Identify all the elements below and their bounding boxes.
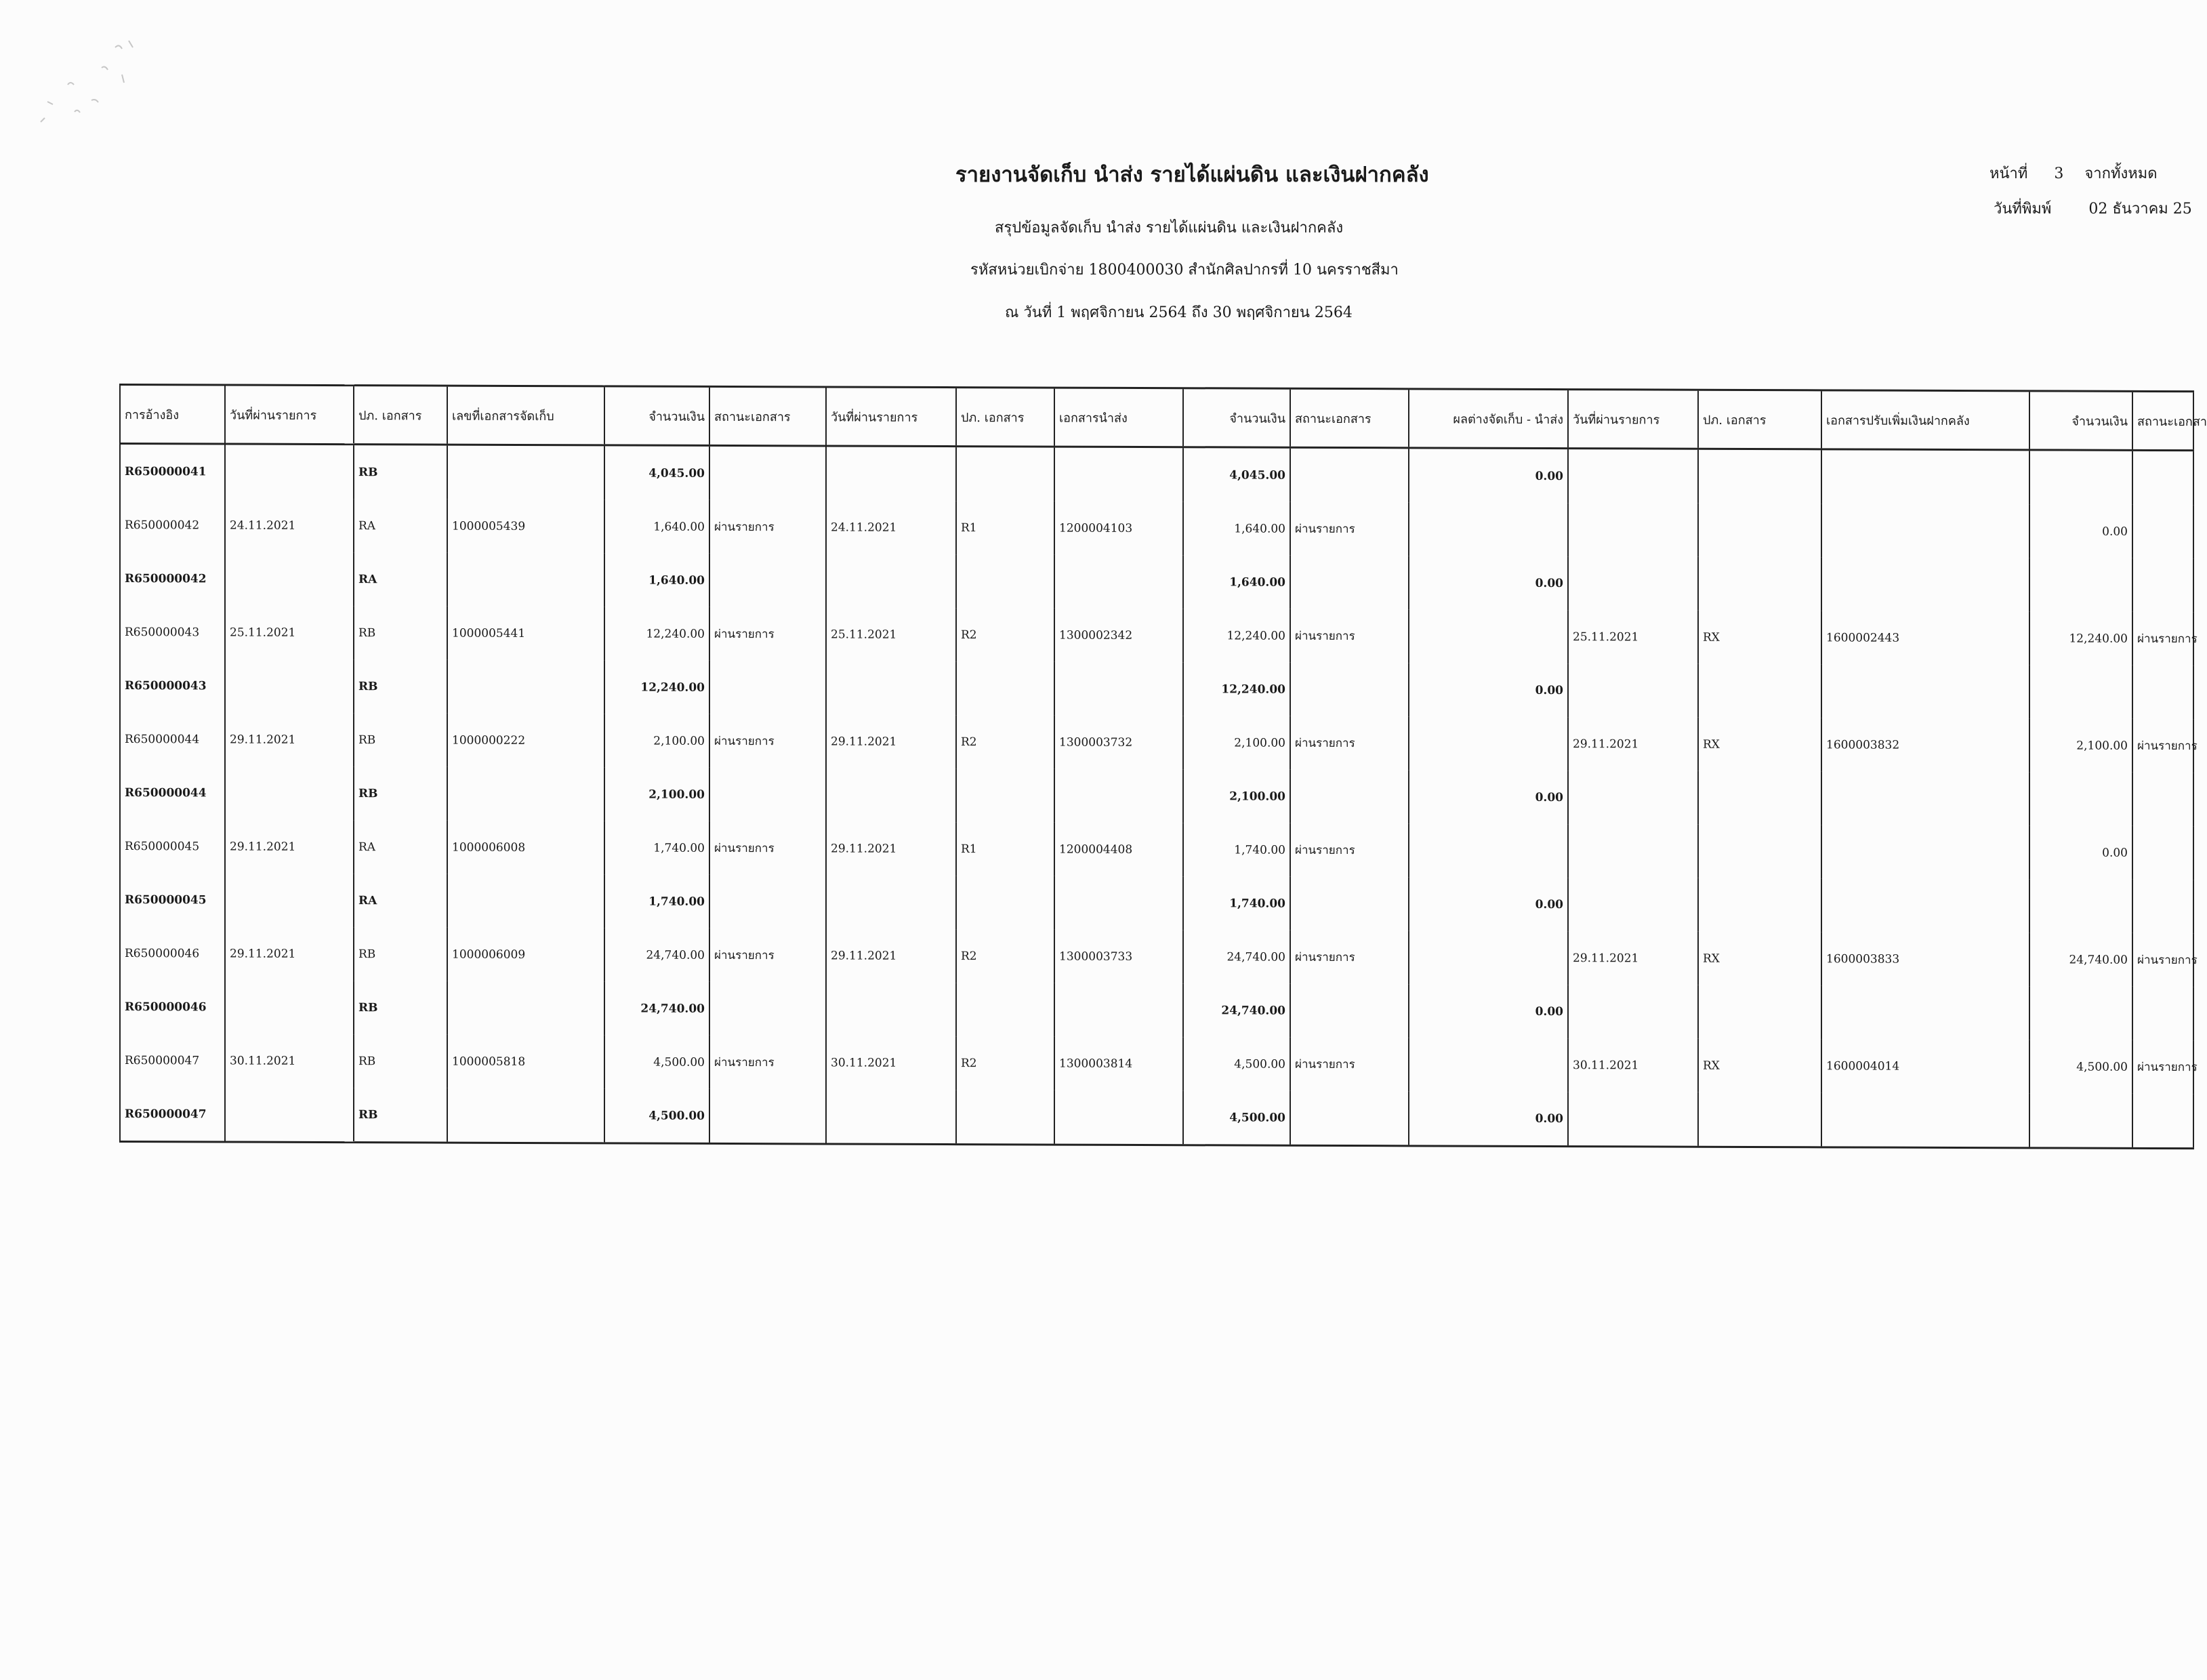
col-deposit-status-cell: ผ่านรายการ: [2132, 933, 2193, 987]
col-remit-doc-type-cell: [956, 661, 1054, 715]
col-remit-amount-cell: 4,500.00: [1183, 1037, 1290, 1091]
col-deposit-amount-cell: 2,100.00: [2029, 718, 2132, 773]
col-reference-cell: R650000043: [120, 659, 225, 713]
col-remit-doc-type-cell: R1: [956, 501, 1054, 554]
col-remit-doc-cell: [1054, 447, 1183, 501]
col-doc-type-cell: RB: [354, 927, 447, 981]
col-remit-doc-type-cell: R2: [956, 929, 1054, 983]
col-remit-doc-type-header: ปภ. เอกสาร: [956, 388, 1054, 447]
col-doc-type-cell: RA: [354, 874, 447, 927]
col-doc-status-header: สถานะเอกสาร: [709, 386, 826, 446]
col-reference-cell: R650000045: [120, 819, 225, 874]
col-collection-doc-no-cell: [447, 981, 604, 1036]
col-reference-cell: R650000047: [120, 1033, 225, 1088]
col-doc-status-cell: ผ่านรายการ: [709, 928, 826, 983]
table-body: [120, 444, 2198, 1149]
col-deposit-doc-cell: [1821, 1092, 2029, 1148]
table-row: [120, 498, 2193, 558]
scan-artifact-marks: [27, 20, 149, 122]
print-date: 02 ธันวาคม 25: [2088, 201, 2192, 218]
col-collection-doc-no-cell: [447, 1088, 604, 1143]
col-amount-cell: 4,045.00: [604, 445, 709, 500]
report-title: รายงานจัดเก็บ นำส่ง รายได้แผ่นดิน และเงินฝากคลัง: [955, 163, 1429, 187]
col-reference-cell: R650000041: [120, 444, 225, 499]
col-deposit-doc-cell: 1600003832: [1821, 718, 2029, 772]
col-posting-date-cell: [225, 1088, 354, 1143]
col-reference-cell: R650000042: [120, 498, 225, 552]
col-difference-cell: 0.00: [1409, 877, 1568, 931]
col-doc-status-cell: [709, 445, 826, 500]
col-remit-amount-cell: 24,740.00: [1183, 930, 1290, 984]
col-posting-date-cell: 29.11.2021: [225, 927, 354, 981]
col-difference-cell: [1409, 930, 1568, 985]
col-deposit-doc-type-cell: [1698, 664, 1821, 718]
col-doc-type-cell: RB: [354, 981, 447, 1034]
col-remit-posting-date-cell: 25.11.2021: [826, 607, 956, 661]
col-collection-doc-no-cell: [447, 660, 604, 714]
col-deposit-doc-cell: [1821, 771, 2029, 825]
col-doc-status-cell: ผ่านรายการ: [709, 607, 826, 661]
col-amount-cell: 1,740.00: [604, 821, 709, 875]
col-remit-status-cell: ผ่านรายการ: [1290, 930, 1409, 985]
col-remit-status-cell: [1290, 1091, 1409, 1146]
col-remit-doc-type-cell: [956, 1090, 1054, 1145]
col-remit-status-cell: [1290, 877, 1409, 931]
col-remit-amount-cell: 2,100.00: [1183, 716, 1290, 770]
table-row: [120, 1033, 2193, 1094]
col-doc-type-cell: RB: [354, 1088, 447, 1143]
col-deposit-amount-cell: [2029, 450, 2132, 505]
col-deposit-posting-date-cell: [1568, 556, 1698, 611]
col-remit-posting-date-cell: 29.11.2021: [826, 821, 956, 876]
col-remit-amount-cell: 2,100.00: [1183, 769, 1290, 823]
col-posting-date-cell: 24.11.2021: [225, 499, 354, 553]
col-remit-amount-cell: 1,740.00: [1183, 876, 1290, 930]
col-reference-cell: R650000042: [120, 552, 225, 606]
col-doc-type-cell: RB: [354, 713, 447, 766]
col-deposit-posting-date-cell: [1568, 449, 1698, 504]
col-collection-doc-no-cell: 1000005441: [447, 607, 604, 661]
col-deposit-amount-cell: [2029, 558, 2132, 612]
col-doc-status-cell: [709, 1089, 826, 1144]
col-deposit-doc-cell: [1821, 825, 2029, 879]
col-remit-status-cell: ผ่านรายการ: [1290, 502, 1409, 556]
col-remit-posting-date-cell: [826, 554, 956, 608]
col-difference-cell: [1409, 823, 1568, 878]
col-reference-cell: R650000047: [120, 1087, 225, 1142]
col-reference-cell: R650000043: [120, 605, 225, 659]
col-reference-cell: R650000044: [120, 766, 225, 820]
col-remit-doc-type-cell: [956, 983, 1054, 1036]
col-posting-date-cell: [225, 766, 354, 821]
col-doc-type-cell: RB: [354, 445, 447, 499]
col-difference-cell: [1409, 502, 1568, 556]
col-doc-type-cell: RB: [354, 606, 447, 659]
col-posting-date-cell: 29.11.2021: [225, 820, 354, 874]
col-remit-amount-cell: 4,500.00: [1183, 1090, 1290, 1145]
col-remit-posting-date-header: วันที่ผ่านรายการ: [826, 387, 956, 447]
col-remit-posting-date-cell: 24.11.2021: [826, 500, 956, 554]
table-row: [120, 819, 2193, 880]
col-remit-status-cell: ผ่านรายการ: [1290, 609, 1409, 663]
col-doc-type-cell: RB: [354, 659, 447, 713]
print-date-label: วันที่พิมพ์: [1994, 201, 2052, 218]
col-remit-status-cell: ผ่านรายการ: [1290, 716, 1409, 771]
col-deposit-posting-date-cell: 30.11.2021: [1568, 1038, 1698, 1092]
col-remit-status-cell: [1290, 556, 1409, 610]
col-remit-doc-type-cell: [956, 447, 1054, 501]
col-remit-amount-header: จำนวนเงิน: [1183, 388, 1290, 448]
col-remit-amount-cell: 24,740.00: [1183, 983, 1290, 1038]
col-amount-cell: 1,640.00: [604, 499, 709, 554]
col-doc-type-cell: RB: [354, 766, 447, 820]
table-header-row: [120, 385, 2193, 451]
col-remit-doc-type-cell: [956, 554, 1054, 608]
col-remit-status-cell: [1290, 984, 1409, 1038]
col-amount-header: จำนวนเงิน: [604, 386, 709, 446]
col-deposit-doc-cell: [1821, 557, 2029, 611]
col-remit-doc-cell: [1054, 876, 1183, 930]
col-deposit-doc-cell: [1821, 664, 2029, 718]
col-remit-doc-cell: [1054, 555, 1183, 609]
col-deposit-amount-cell: 12,240.00: [2029, 611, 2132, 665]
col-remit-doc-cell: 1300003732: [1054, 716, 1183, 770]
col-deposit-amount-cell: [2029, 986, 2132, 1040]
col-remit-posting-date-cell: 29.11.2021: [826, 714, 956, 769]
col-deposit-amount-cell: [2029, 1093, 2132, 1148]
col-remit-doc-cell: [1054, 662, 1183, 716]
table-row: [120, 766, 2193, 826]
col-deposit-doc-type-cell: RX: [1698, 718, 1821, 772]
col-remit-posting-date-cell: [826, 768, 956, 822]
col-remit-status-cell: [1290, 663, 1409, 717]
col-remit-doc-cell: [1054, 983, 1183, 1038]
print-date-block: [1994, 197, 2192, 220]
table-row: [120, 605, 2193, 665]
col-remit-posting-date-cell: [826, 875, 956, 929]
col-doc-status-cell: [709, 661, 826, 715]
report-subtitle: สรุปข้อมูลจัดเก็บ นำส่ง รายได้แผ่นดิน และเงินฝากคลัง: [995, 220, 1344, 237]
col-deposit-status-cell: ผ่านรายการ: [2132, 612, 2193, 665]
col-deposit-posting-date-cell: [1568, 503, 1698, 557]
col-remit-amount-cell: 1,640.00: [1183, 501, 1290, 556]
col-remit-doc-cell: 1300002342: [1054, 609, 1183, 663]
col-remit-posting-date-cell: 29.11.2021: [826, 928, 956, 983]
col-deposit-posting-date-cell: 25.11.2021: [1568, 610, 1698, 664]
col-remit-amount-cell: 12,240.00: [1183, 662, 1290, 716]
col-collection-doc-no-cell: [447, 553, 604, 607]
col-deposit-amount-cell: 0.00: [2029, 825, 2132, 880]
col-deposit-doc-type-cell: RX: [1698, 611, 1821, 665]
col-collection-doc-no-cell: 1000006008: [447, 821, 604, 875]
col-difference-cell: [1409, 609, 1568, 663]
col-doc-type-cell: RA: [354, 552, 447, 606]
col-collection-doc-no-cell: 1000005818: [447, 1035, 604, 1089]
col-posting-date-header: วันที่ผ่านรายการ: [225, 385, 354, 445]
col-deposit-posting-date-cell: [1568, 985, 1698, 1039]
col-deposit-doc-cell: 1600002443: [1821, 611, 2029, 665]
col-remit-posting-date-cell: 30.11.2021: [826, 1036, 956, 1090]
col-deposit-status-cell: [2132, 1094, 2193, 1149]
page-of-label: จากทั้งหมด: [2084, 165, 2158, 182]
col-remit-status-cell: ผ่านรายการ: [1290, 1038, 1409, 1092]
col-deposit-doc-type-cell: RX: [1698, 1039, 1821, 1093]
col-posting-date-cell: [225, 552, 354, 607]
col-difference-cell: [1409, 1038, 1568, 1092]
col-amount-cell: 2,100.00: [604, 767, 709, 821]
col-deposit-doc-cell: 1600004014: [1821, 1039, 2029, 1093]
col-remit-posting-date-cell: [826, 1089, 956, 1144]
report-period: ณ วันที่ 1 พฤศจิกายน 2564 ถึง 30 พฤศจิกายน 2564: [1005, 304, 1353, 321]
col-deposit-status-cell: ผ่านรายการ: [2132, 1040, 2193, 1094]
col-remit-doc-type-cell: R1: [956, 822, 1054, 876]
col-amount-cell: 12,240.00: [604, 660, 709, 714]
col-deposit-status-cell: [2132, 987, 2193, 1040]
page-label: หน้าที่: [1989, 165, 2028, 182]
col-amount-cell: 24,740.00: [604, 981, 709, 1036]
col-deposit-doc-type-cell: [1698, 825, 1821, 879]
col-deposit-status-cell: [2132, 558, 2193, 612]
col-amount-cell: 1,740.00: [604, 874, 709, 928]
col-posting-date-cell: [225, 874, 354, 928]
col-remit-status-cell: ผ่านรายการ: [1290, 823, 1409, 878]
col-deposit-posting-date-cell: [1568, 1092, 1698, 1147]
col-doc-status-cell: [709, 982, 826, 1036]
col-doc-type-cell: RA: [354, 820, 447, 874]
col-amount-cell: 24,740.00: [604, 928, 709, 982]
col-deposit-doc-type-cell: [1698, 1092, 1821, 1147]
table-row: [120, 659, 2193, 719]
col-deposit-doc-cell: [1821, 449, 2029, 505]
col-posting-date-cell: [225, 981, 354, 1035]
col-deposit-status-cell: [2132, 880, 2193, 933]
col-remit-doc-cell: 1200004408: [1054, 823, 1183, 877]
table-row: [120, 980, 2193, 1040]
col-remit-doc-type-cell: R2: [956, 608, 1054, 661]
col-remit-doc-type-cell: [956, 769, 1054, 822]
col-deposit-status-cell: [2132, 826, 2193, 880]
col-amount-cell: 2,100.00: [604, 714, 709, 768]
col-collection-doc-no-cell: 1000005439: [447, 499, 604, 554]
col-remit-posting-date-cell: [826, 446, 956, 501]
col-deposit-amount-cell: 0.00: [2029, 504, 2132, 558]
table-row: [120, 444, 2193, 506]
col-reference-cell: R650000044: [120, 712, 225, 766]
col-deposit-amount-cell: [2029, 772, 2132, 826]
col-doc-type-cell: RA: [354, 499, 447, 552]
col-posting-date-cell: 25.11.2021: [225, 606, 354, 660]
col-doc-status-cell: [709, 554, 826, 608]
col-remit-amount-cell: 4,045.00: [1183, 447, 1290, 502]
col-amount-cell: 4,500.00: [604, 1035, 709, 1089]
col-remit-doc-cell: 1200004103: [1054, 501, 1183, 556]
col-deposit-doc-cell: 1600003833: [1821, 932, 2029, 986]
col-deposit-doc-type-cell: [1698, 985, 1821, 1040]
col-reference-cell: R650000046: [120, 926, 225, 981]
col-remit-doc-type-cell: R2: [956, 715, 1054, 769]
col-deposit-doc-type-cell: [1698, 771, 1821, 825]
col-collection-doc-no-cell: 1000006009: [447, 928, 604, 982]
col-remit-doc-cell: 1300003814: [1054, 1037, 1183, 1091]
col-difference-header: ผลต่างจัดเก็บ - นำส่ง: [1409, 389, 1568, 449]
col-deposit-amount-cell: [2029, 879, 2132, 933]
col-deposit-status-cell: [2132, 665, 2193, 719]
col-deposit-status-cell: [2132, 773, 2193, 826]
col-deposit-posting-date-cell: [1568, 663, 1698, 718]
col-difference-cell: 0.00: [1409, 984, 1568, 1038]
col-deposit-status-cell: ผ่านรายการ: [2132, 719, 2193, 773]
col-deposit-posting-date-cell: [1568, 824, 1698, 878]
col-deposit-amount-header: จำนวนเงิน: [2029, 391, 2132, 451]
col-remit-doc-type-cell: R2: [956, 1036, 1054, 1090]
col-remit-amount-cell: 1,640.00: [1183, 555, 1290, 609]
col-collection-doc-no-cell: [447, 445, 604, 499]
col-deposit-amount-cell: 4,500.00: [2029, 1040, 2132, 1094]
col-difference-cell: 0.00: [1409, 770, 1568, 824]
col-doc-type-cell: RB: [354, 1034, 447, 1088]
col-remit-doc-header: เอกสารนำส่ง: [1054, 388, 1183, 447]
col-reference-cell: R650000045: [120, 873, 225, 927]
col-doc-status-cell: ผ่านรายการ: [709, 821, 826, 876]
disbursing-unit-line: รหัสหน่วยเบิกจ่าย 1800400030 สำนักศิลปากรที่ 10 นครราชสีมา: [970, 262, 1399, 279]
col-deposit-amount-cell: [2029, 665, 2132, 719]
col-deposit-doc-cell: [1821, 878, 2029, 933]
col-remit-doc-type-cell: [956, 876, 1054, 929]
col-deposit-doc-type-cell: [1698, 557, 1821, 611]
col-amount-cell: 12,240.00: [604, 607, 709, 661]
col-amount-cell: 1,640.00: [604, 553, 709, 607]
col-deposit-doc-type-header: ปภ. เอกสาร: [1698, 390, 1821, 449]
col-collection-doc-no-cell: [447, 874, 604, 928]
col-difference-cell: 0.00: [1409, 556, 1568, 610]
col-remit-posting-date-cell: [826, 982, 956, 1036]
col-doc-status-cell: [709, 768, 826, 822]
col-difference-cell: 0.00: [1409, 1091, 1568, 1146]
col-posting-date-cell: [225, 659, 354, 714]
col-doc-status-cell: ผ่านรายการ: [709, 500, 826, 554]
col-reference-cell: R650000046: [120, 980, 225, 1034]
col-deposit-doc-type-cell: RX: [1698, 932, 1821, 986]
table-row: [120, 552, 2193, 612]
col-deposit-posting-date-cell: 29.11.2021: [1568, 717, 1698, 771]
col-deposit-posting-date-cell: [1568, 878, 1698, 932]
col-deposit-status-header: สถานะเอกสา: [2132, 391, 2193, 450]
col-deposit-amount-cell: 24,740.00: [2029, 933, 2132, 987]
col-deposit-doc-type-cell: [1698, 878, 1821, 933]
col-posting-date-cell: [225, 444, 354, 499]
col-remit-status-header: สถานะเอกสาร: [1290, 388, 1409, 448]
col-deposit-doc-type-cell: [1698, 504, 1821, 558]
col-remit-posting-date-cell: [826, 661, 956, 715]
table-row: [120, 1087, 2193, 1149]
col-collection-doc-no-header: เลขที่เอกสารจัดเก็บ: [447, 386, 604, 445]
col-remit-status-cell: [1290, 447, 1409, 502]
col-remit-status-cell: [1290, 770, 1409, 824]
col-posting-date-cell: 30.11.2021: [225, 1034, 354, 1088]
col-difference-cell: 0.00: [1409, 663, 1568, 717]
col-difference-cell: [1409, 716, 1568, 771]
col-deposit-posting-date-cell: 29.11.2021: [1568, 931, 1698, 985]
col-collection-doc-no-cell: 1000000222: [447, 714, 604, 768]
col-remit-amount-cell: 12,240.00: [1183, 609, 1290, 663]
table-row: [120, 712, 2193, 773]
col-reference-header: การอ้างอิง: [120, 385, 225, 445]
col-deposit-doc-cell: [1821, 985, 2029, 1040]
col-deposit-posting-date-header: วันที่ผ่านรายการ: [1568, 390, 1698, 449]
col-doc-status-cell: ผ่านรายการ: [709, 714, 826, 769]
col-remit-amount-cell: 1,740.00: [1183, 823, 1290, 877]
table-row: [120, 926, 2193, 987]
col-deposit-status-cell: [2132, 505, 2193, 558]
col-posting-date-cell: 29.11.2021: [225, 713, 354, 767]
col-difference-cell: 0.00: [1409, 448, 1568, 503]
col-doc-type-header: ปภ. เอกสาร: [354, 386, 447, 445]
page-number: 3: [2054, 165, 2064, 182]
col-deposit-doc-header: เอกสารปรับเพิ่มเงินฝากคลัง: [1821, 390, 2029, 450]
collection-report-table: [119, 384, 2207, 1149]
col-deposit-status-cell: [2132, 450, 2193, 505]
page-indicator: [1989, 161, 2158, 185]
col-remit-doc-cell: 1300003733: [1054, 930, 1183, 984]
col-deposit-doc-cell: [1821, 504, 2029, 558]
table-row: [120, 873, 2193, 933]
col-remit-doc-cell: [1054, 1090, 1183, 1145]
col-doc-status-cell: [709, 875, 826, 929]
col-deposit-doc-type-cell: [1698, 449, 1821, 504]
col-remit-doc-cell: [1054, 769, 1183, 823]
col-doc-status-cell: ผ่านรายการ: [709, 1036, 826, 1090]
col-deposit-posting-date-cell: [1568, 771, 1698, 825]
col-collection-doc-no-cell: [447, 767, 604, 821]
col-amount-cell: 4,500.00: [604, 1088, 709, 1143]
